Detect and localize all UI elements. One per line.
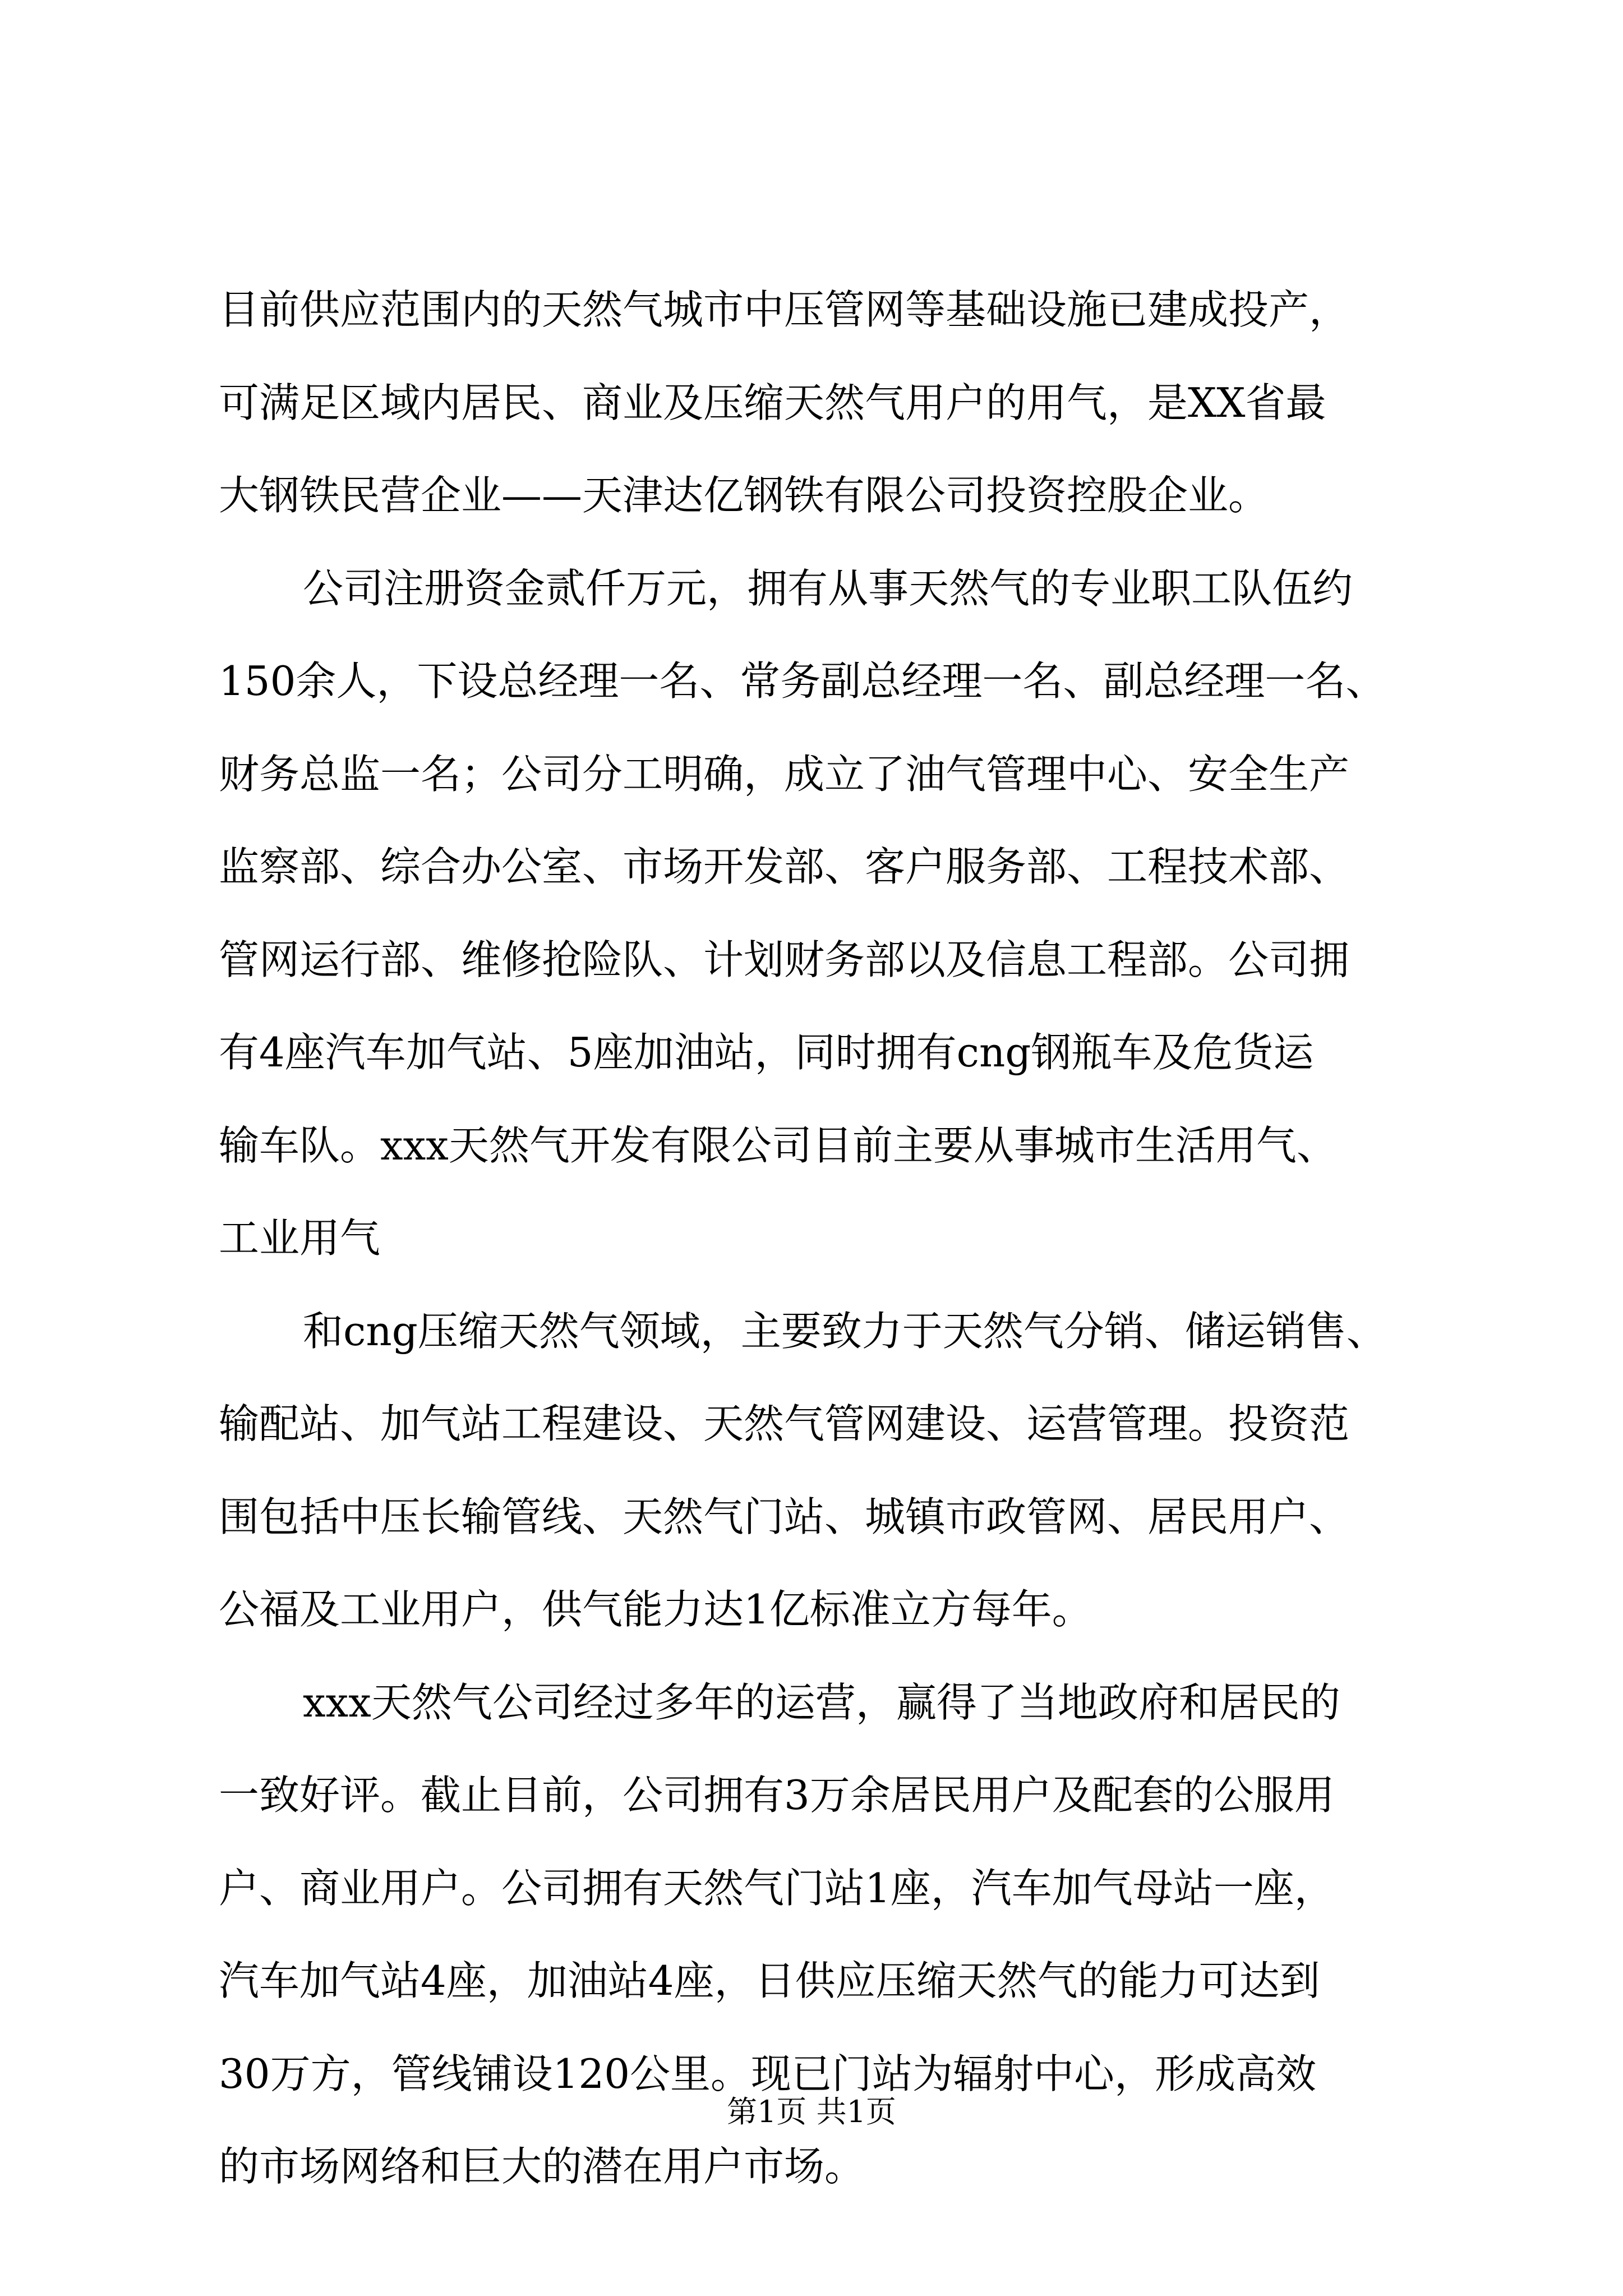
text-line: 和cng压缩天然气领域，主要致力于天然气分销、储运销售、: [303, 1307, 1387, 1355]
text-line: 有4座汽车加气站、5座加油站，同时拥有cng钢瓶车及危货运: [219, 1029, 1314, 1076]
text-line: 公福及工业用户，供气能力达1亿标准立方每年。: [219, 1586, 1092, 1633]
paragraph: [219, 264, 1424, 542]
text-line: 大钢铁民营企业——天津达亿钢铁有限公司投资控股企业。: [219, 472, 1269, 519]
text-line: xxx天然气公司经过多年的运营，赢得了当地政府和居民的: [303, 1678, 1340, 1726]
text-line: 目前供应范围内的天然气城市中压管网等基础设施已建成投产，: [219, 286, 1350, 333]
text-line: 管网运行部、维修抢险队、计划财务部以及信息工程部。公司拥: [219, 936, 1350, 983]
text-line: 围包括中压长输管线、天然气门站、城镇市政管网、居民用户、: [219, 1493, 1350, 1540]
text-line: 一致好评。截止目前，公司拥有3万余居民用户及配套的公服用: [219, 1772, 1335, 1819]
text-line: 输配站、加气站工程建设、天然气管网建设、运营管理。投资范: [219, 1400, 1350, 1447]
document-body: [219, 264, 1424, 2214]
text-line: 财务总监一名；公司分工明确，成立了油气管理中心、安全生产: [219, 750, 1350, 798]
text-line: 输车队。xxx天然气开发有限公司目前主要从事城市生活用气、: [219, 1121, 1337, 1169]
text-line: 工业用气: [219, 1214, 381, 1262]
paragraph: [219, 542, 1424, 1285]
text-line: 150余人，下设总经理一名、常务副总经理一名、副总经理一名、: [219, 657, 1386, 705]
text-line: 30万方，管线铺设120公里。现已门站为辐射中心，形成高效: [219, 2050, 1317, 2097]
text-line: 可满足区域内居民、商业及压缩天然气用户的用气，是XX省最: [219, 379, 1326, 426]
paragraph: [219, 1285, 1424, 1657]
page-number-footer: 第1页 共1页: [727, 2094, 896, 2129]
text-line: 监察部、综合办公室、市场开发部、客户服务部、工程技术部、: [219, 843, 1350, 890]
text-line: 汽车加气站4座，加油站4座，日供应压缩天然气的能力可达到: [219, 1957, 1320, 2004]
text-line: 户、商业用户。公司拥有天然气门站1座，汽车加气母站一座，: [219, 1864, 1335, 1912]
text-line: 公司注册资金贰仟万元，拥有从事天然气的专业职工队伍约: [303, 564, 1353, 612]
text-line: 的市场网络和巨大的潜在用户市场。: [219, 2143, 865, 2190]
